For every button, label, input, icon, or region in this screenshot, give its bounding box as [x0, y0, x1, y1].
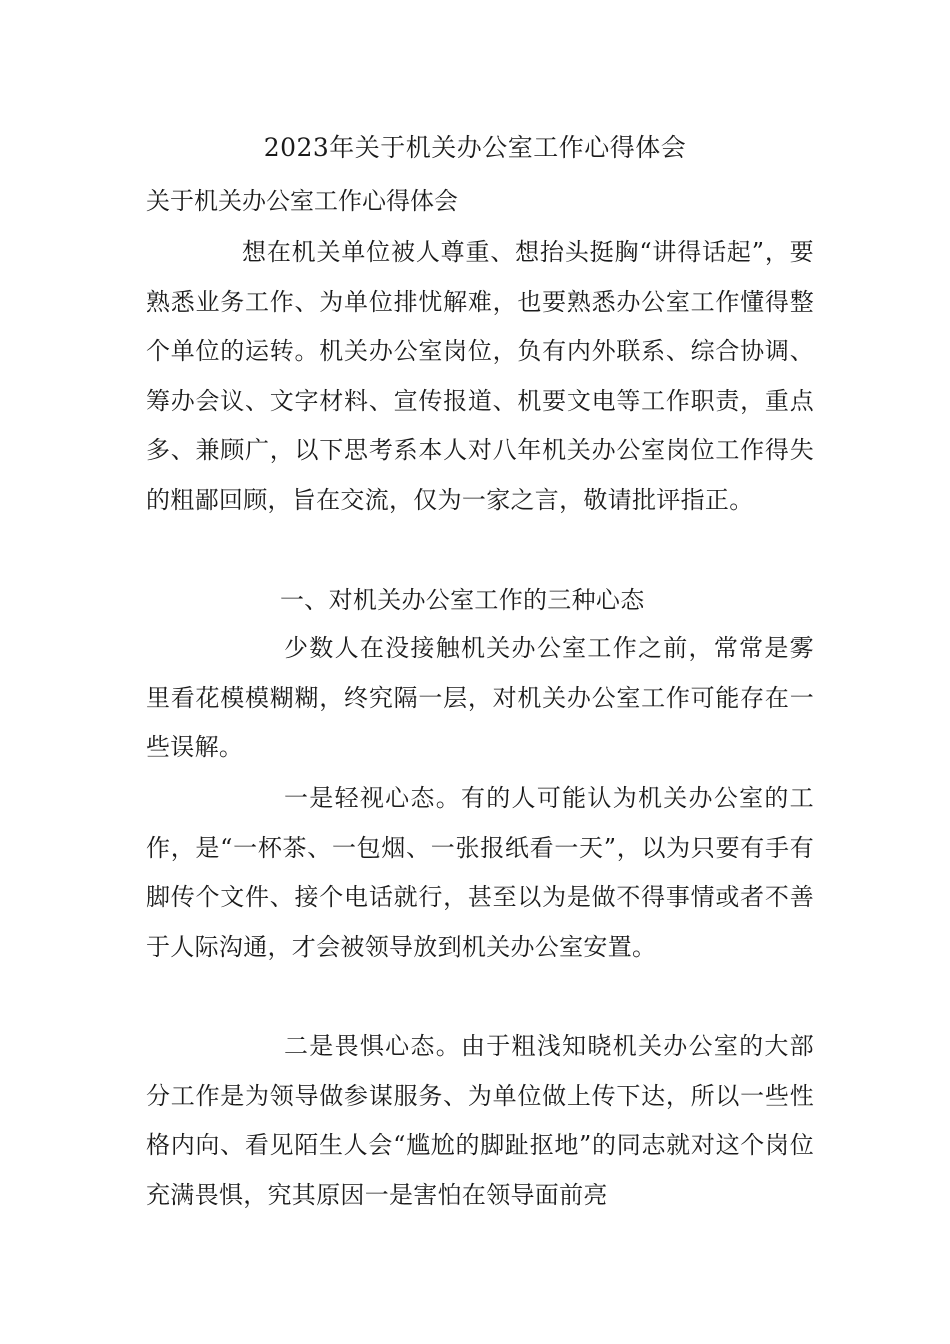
document-subtitle: 关于机关办公室工作心得体会	[146, 187, 458, 215]
paragraph-misunderstanding: 少数人在没接触机关办公室工作之前，常常是雾里看花模模糊糊，终究隔一层，对机关办公室工作可能存在一些误解。	[146, 634, 814, 761]
paragraph-contempt-attitude: 一是轻视心态。有的人可能认为机关办公室的工作，是“一杯茶、一包烟、一张报纸看一天”，以为只要有手有脚传个文件、接个电话就行，甚至以为是做不得事情或者不善于人际沟通，才会被领导放到机关办公室安置。	[146, 784, 814, 961]
section-heading: 一、对机关办公室工作的三种心态	[280, 586, 645, 614]
document-title: 2023年关于机关办公室工作心得体会	[263, 133, 687, 162]
paragraph-fear-attitude: 二是畏惧心态。由于粗浅知晓机关办公室的大部分工作是为领导做参谋服务、为单位做上传下达，所以一些性格内向、看见陌生人会“尴尬的脚趾抠地”的同志就对这个岗位充满畏惧，究其原因一是害怕在领导面前亮	[146, 1032, 814, 1209]
paragraph-intro: 想在机关单位被人尊重、想抬头挺胸“讲得话起”，要熟悉业务工作、为单位排忧解难，也要熟悉办公室工作懂得整个单位的运转。机关办公室岗位，负有内外联系、综合协调、筹办会议、文字材料、宣传报道、机要文电等工作职责，重点多、兼顾广，以下思考系本人对八年机关办公室岗位工作得失的粗鄙回顾，旨在交流，仅为一家之言，敬请批评指正。	[146, 238, 814, 514]
